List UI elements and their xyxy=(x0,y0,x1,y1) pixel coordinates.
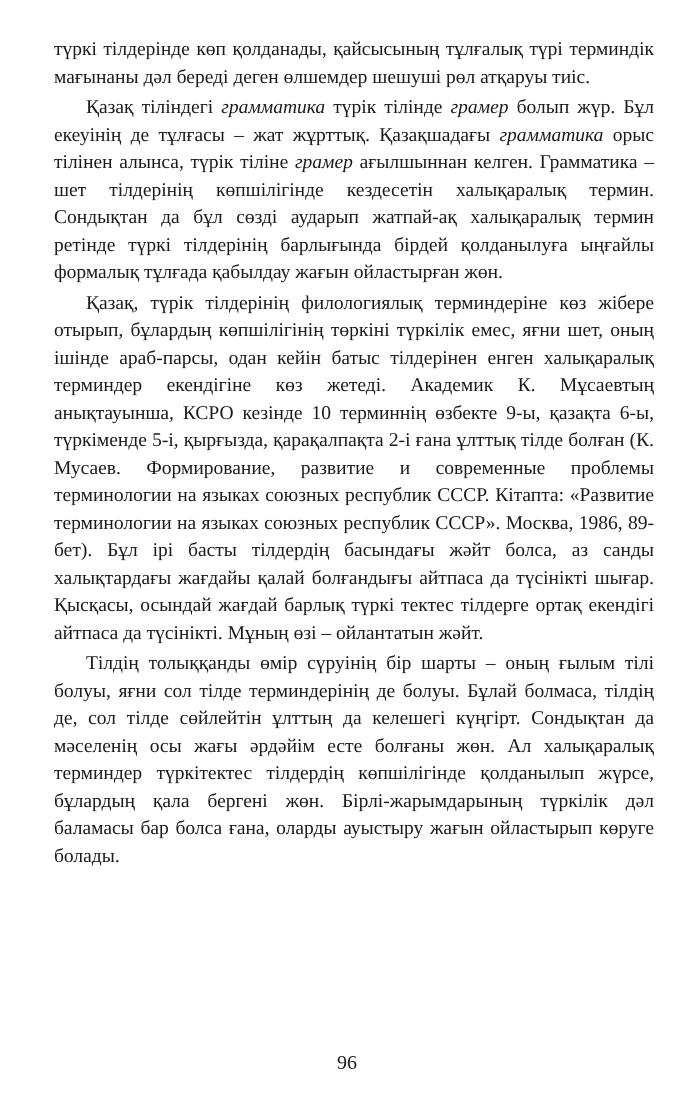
italic-term: грамматика xyxy=(499,124,604,146)
paragraph-2-segment: түрік тілінде xyxy=(325,97,451,118)
paragraph-2-segment: Қазақ тіліндегі xyxy=(86,97,222,118)
paragraph-1-text: түркі тілдерінде көп қолданады, қайсысының тұлғалық түрі терминдік мағынаны дәл береді деген өлшемдер шешуші рөл атқаруы тиіс. xyxy=(54,39,654,88)
paragraph-2-segment: болып жүр. Бұл екеуінің де тұлғасы – жат жұрттық. Қазақшадағы xyxy=(54,97,654,146)
paragraph-3 xyxy=(54,290,654,648)
paragraph-2 xyxy=(54,94,654,287)
italic-term: грамматика xyxy=(221,97,326,118)
paragraph-1 xyxy=(54,36,654,91)
paragraph-3-text: Қазақ, түрік тілдерінің филологиялық терминдеріне көз жібере отырып, бұлардың көпшілігінің төркіні түркілік емес, яғни шет, оның ішінде араб-парсы, одан кейін батыс тілдерінен енген халықаралық терминдер екендігіне көз жетеді. Академик К. Мұсаевтың анықтауынша, КСРО кезінде 10 терминнің өзбекте 9-ы, қазақта 6-ы, түркіменде 5-і, қырғызда, қарақалпақта 2-і ғана ұлттық тілде болған (К. Мусаев. Формирование, развитие и современные проблемы терминологии на языках союзных республик СССР. Кітапта: «Развитие терминологии на языках союзных республик СССР». Москва, 1986, 89-бет). Бұл ірі басты тілдердің басындағы жәйт болса, аз санды халықтардағы жағдайы қалай болғандығы айтпаса да түсінікті шығар. Қысқасы, осындай жағдай барлық түркі тектес тілдерге ортақ екендігі айтпаса да түсінікті. Мұның өзі – ойлантатын жәйт. xyxy=(54,292,654,644)
paragraph-2-segment: орыс тілінен алынса, түрік тіліне xyxy=(54,124,654,173)
italic-term: грамер xyxy=(450,97,509,118)
paragraph-4-text: Тілдің толыққанды өмір сүруінің бір шарты – оның ғылым тілі болуы, яғни сол тілде терминдерінің де болуы. Бұлай болмаса, тілдің де, сол тілде сөйлейтін ұлттың да келешегі күңгірт. Сондықтан да мәселенің осы жағы әрдәйім есте болғаны жөн. Ал халықаралық терминдер түркітектес тілдердің көпшілігінде қолданылып жүрсе, бұлардың қала бергені жөн. Бірлі-жарымдарының түркілік дәл баламасы бар болса ғана, оларды ауыстыру жағын ойластырып көруге болады. xyxy=(54,653,654,867)
page-number: 96 xyxy=(337,1052,357,1074)
paragraph-4 xyxy=(54,650,654,870)
paragraph-2-segment: ағылшыннан келген. Грамматика – шет тілдерінің көпшілігінде кездесетін халықаралық термин. Сондықтан да бұл сөзді аударып жатпай-ақ халықаралық термин ретінде түркі тілдерінің барлығында бірдей қолданылуға ыңғайлы формалық тұлғада қабылдау жағын ойластырған жөн. xyxy=(54,152,654,283)
italic-term: грамер xyxy=(294,152,353,173)
page-body xyxy=(54,36,654,870)
